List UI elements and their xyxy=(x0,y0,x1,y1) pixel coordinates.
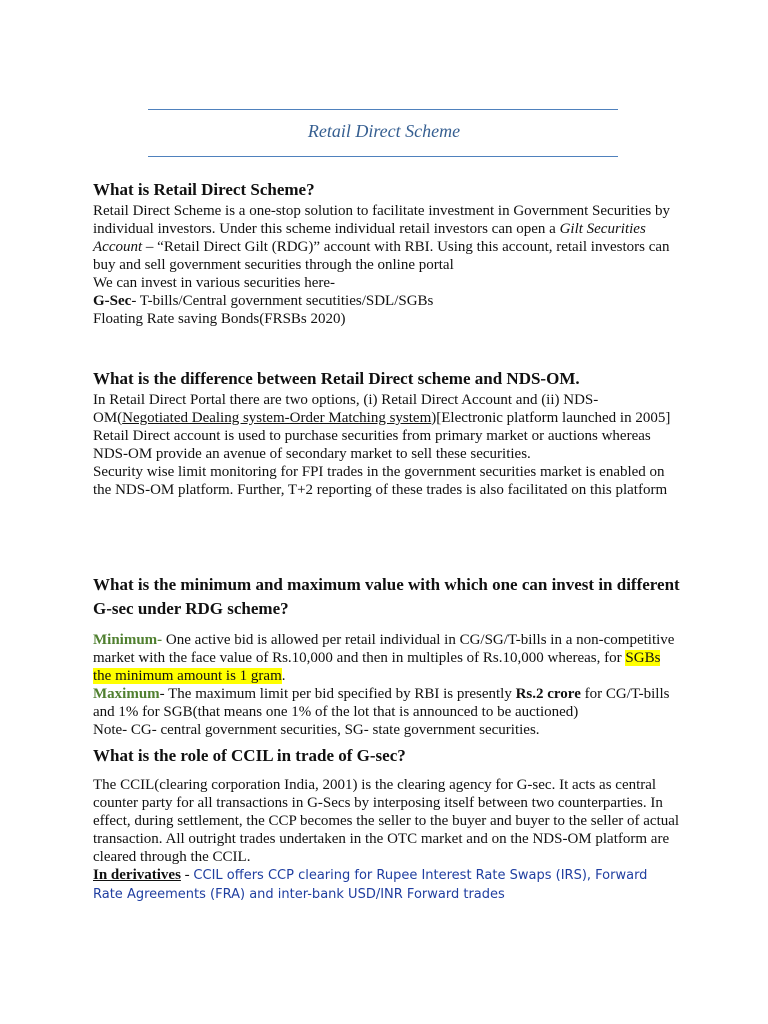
minimum-label: Minimum- xyxy=(93,632,163,648)
text: - xyxy=(180,867,194,883)
highlighted-text: SGBs the minimum amount is 1 gram xyxy=(93,650,661,684)
paragraph xyxy=(93,631,681,685)
paragraph xyxy=(93,391,681,427)
derivatives-text: CCIL offers CCP clearing for Rupee Interest Rate Swaps (IRS), Forward Rate Agreements (FRA) and inter-bank USD/INR Forward trades xyxy=(93,868,648,902)
maximum-label: Maximum xyxy=(93,686,160,702)
section-retail-direct xyxy=(93,178,681,328)
paragraph: Note- CG- central government securities, SG- state government securities. xyxy=(93,722,540,738)
paragraph: We can invest in various securities here- xyxy=(93,275,336,291)
text: - The maximum limit per bid specified by RBI is presently xyxy=(159,686,516,702)
section-heading: What is the difference between Retail Direct scheme and NDS-OM. xyxy=(93,369,580,388)
paragraph xyxy=(93,202,681,274)
text: for CG/T-bills and 1% for SGB(that means one 1% of the lot that is announced to be auctioned) xyxy=(93,686,670,720)
paragraph: Retail Direct account is used to purchase securities from primary market or auctions whereas NDS-OM provide an avenue of secondary market to sell these securities. xyxy=(93,428,651,462)
text: One active bid is allowed per retail individual in CG/SG/T-bills in a non-competitive market with the face value of Rs.10,000 and then in multiples of Rs.10,000 whereas, for xyxy=(93,632,675,666)
page-title: Retail Direct Scheme xyxy=(307,121,461,141)
title-rule-top xyxy=(148,109,618,110)
paragraph xyxy=(93,866,681,904)
derivatives-label: In derivatives xyxy=(93,867,181,883)
underlined-text: Negotiated Dealing system-Order Matching system xyxy=(122,410,432,426)
section-heading: What is the minimum and maximum value with which one can invest in different G-sec under RDG scheme? xyxy=(93,575,680,618)
paragraph: Security wise limit monitoring for FPI trades in the government securities market is enabled on the NDS-OM platform. Further, T+2 reporting of these trades is also facilitated on this platform xyxy=(93,464,668,498)
bold-text: G-Sec xyxy=(93,293,132,309)
paragraph xyxy=(93,292,681,310)
section-ccil xyxy=(93,744,681,904)
text: )[Electronic platform launched in 2005] xyxy=(431,410,671,426)
paragraph: Floating Rate saving Bonds(FRSBs 2020) xyxy=(93,311,346,327)
text: . xyxy=(281,668,286,684)
section-difference xyxy=(93,367,681,499)
section-heading: What is Retail Direct Scheme? xyxy=(93,180,315,199)
paragraph: The CCIL(clearing corporation India, 2001) is the clearing agency for G-sec. It acts as central counter party for all transactions in G-Secs by interposing itself between two counterparties. In effect, during settlement, the CCP becomes the seller to the buyer and buyer to the seller of actual transaction. All outright trades undertaken in the OTC market and on the NDS-OM platform are cleared through the CCIL. xyxy=(93,777,680,865)
text: – “Retail Direct Gilt (RDG)” account with RBI. Using this account, retail investors can buy and sell government securities through the online portal xyxy=(93,239,670,273)
text: - T-bills/Central government secutities/SDL/SGBs xyxy=(131,293,434,309)
section-min-max xyxy=(93,573,681,739)
text: In Retail Direct Portal there are two options, (i) Retail Direct Account and (ii) NDS-OM( xyxy=(93,392,599,426)
italic-text: Gilt Securities Account xyxy=(93,221,646,255)
paragraph xyxy=(93,685,681,721)
text: Retail Direct Scheme is a one-stop solution to facilitate investment in Government Securities by individual investors. Under this scheme individual retail investors can open a xyxy=(93,203,670,237)
title-rule-bottom xyxy=(148,156,618,157)
bold-text: Rs.2 crore xyxy=(515,686,581,702)
section-heading: What is the role of CCIL in trade of G-sec? xyxy=(93,746,406,765)
